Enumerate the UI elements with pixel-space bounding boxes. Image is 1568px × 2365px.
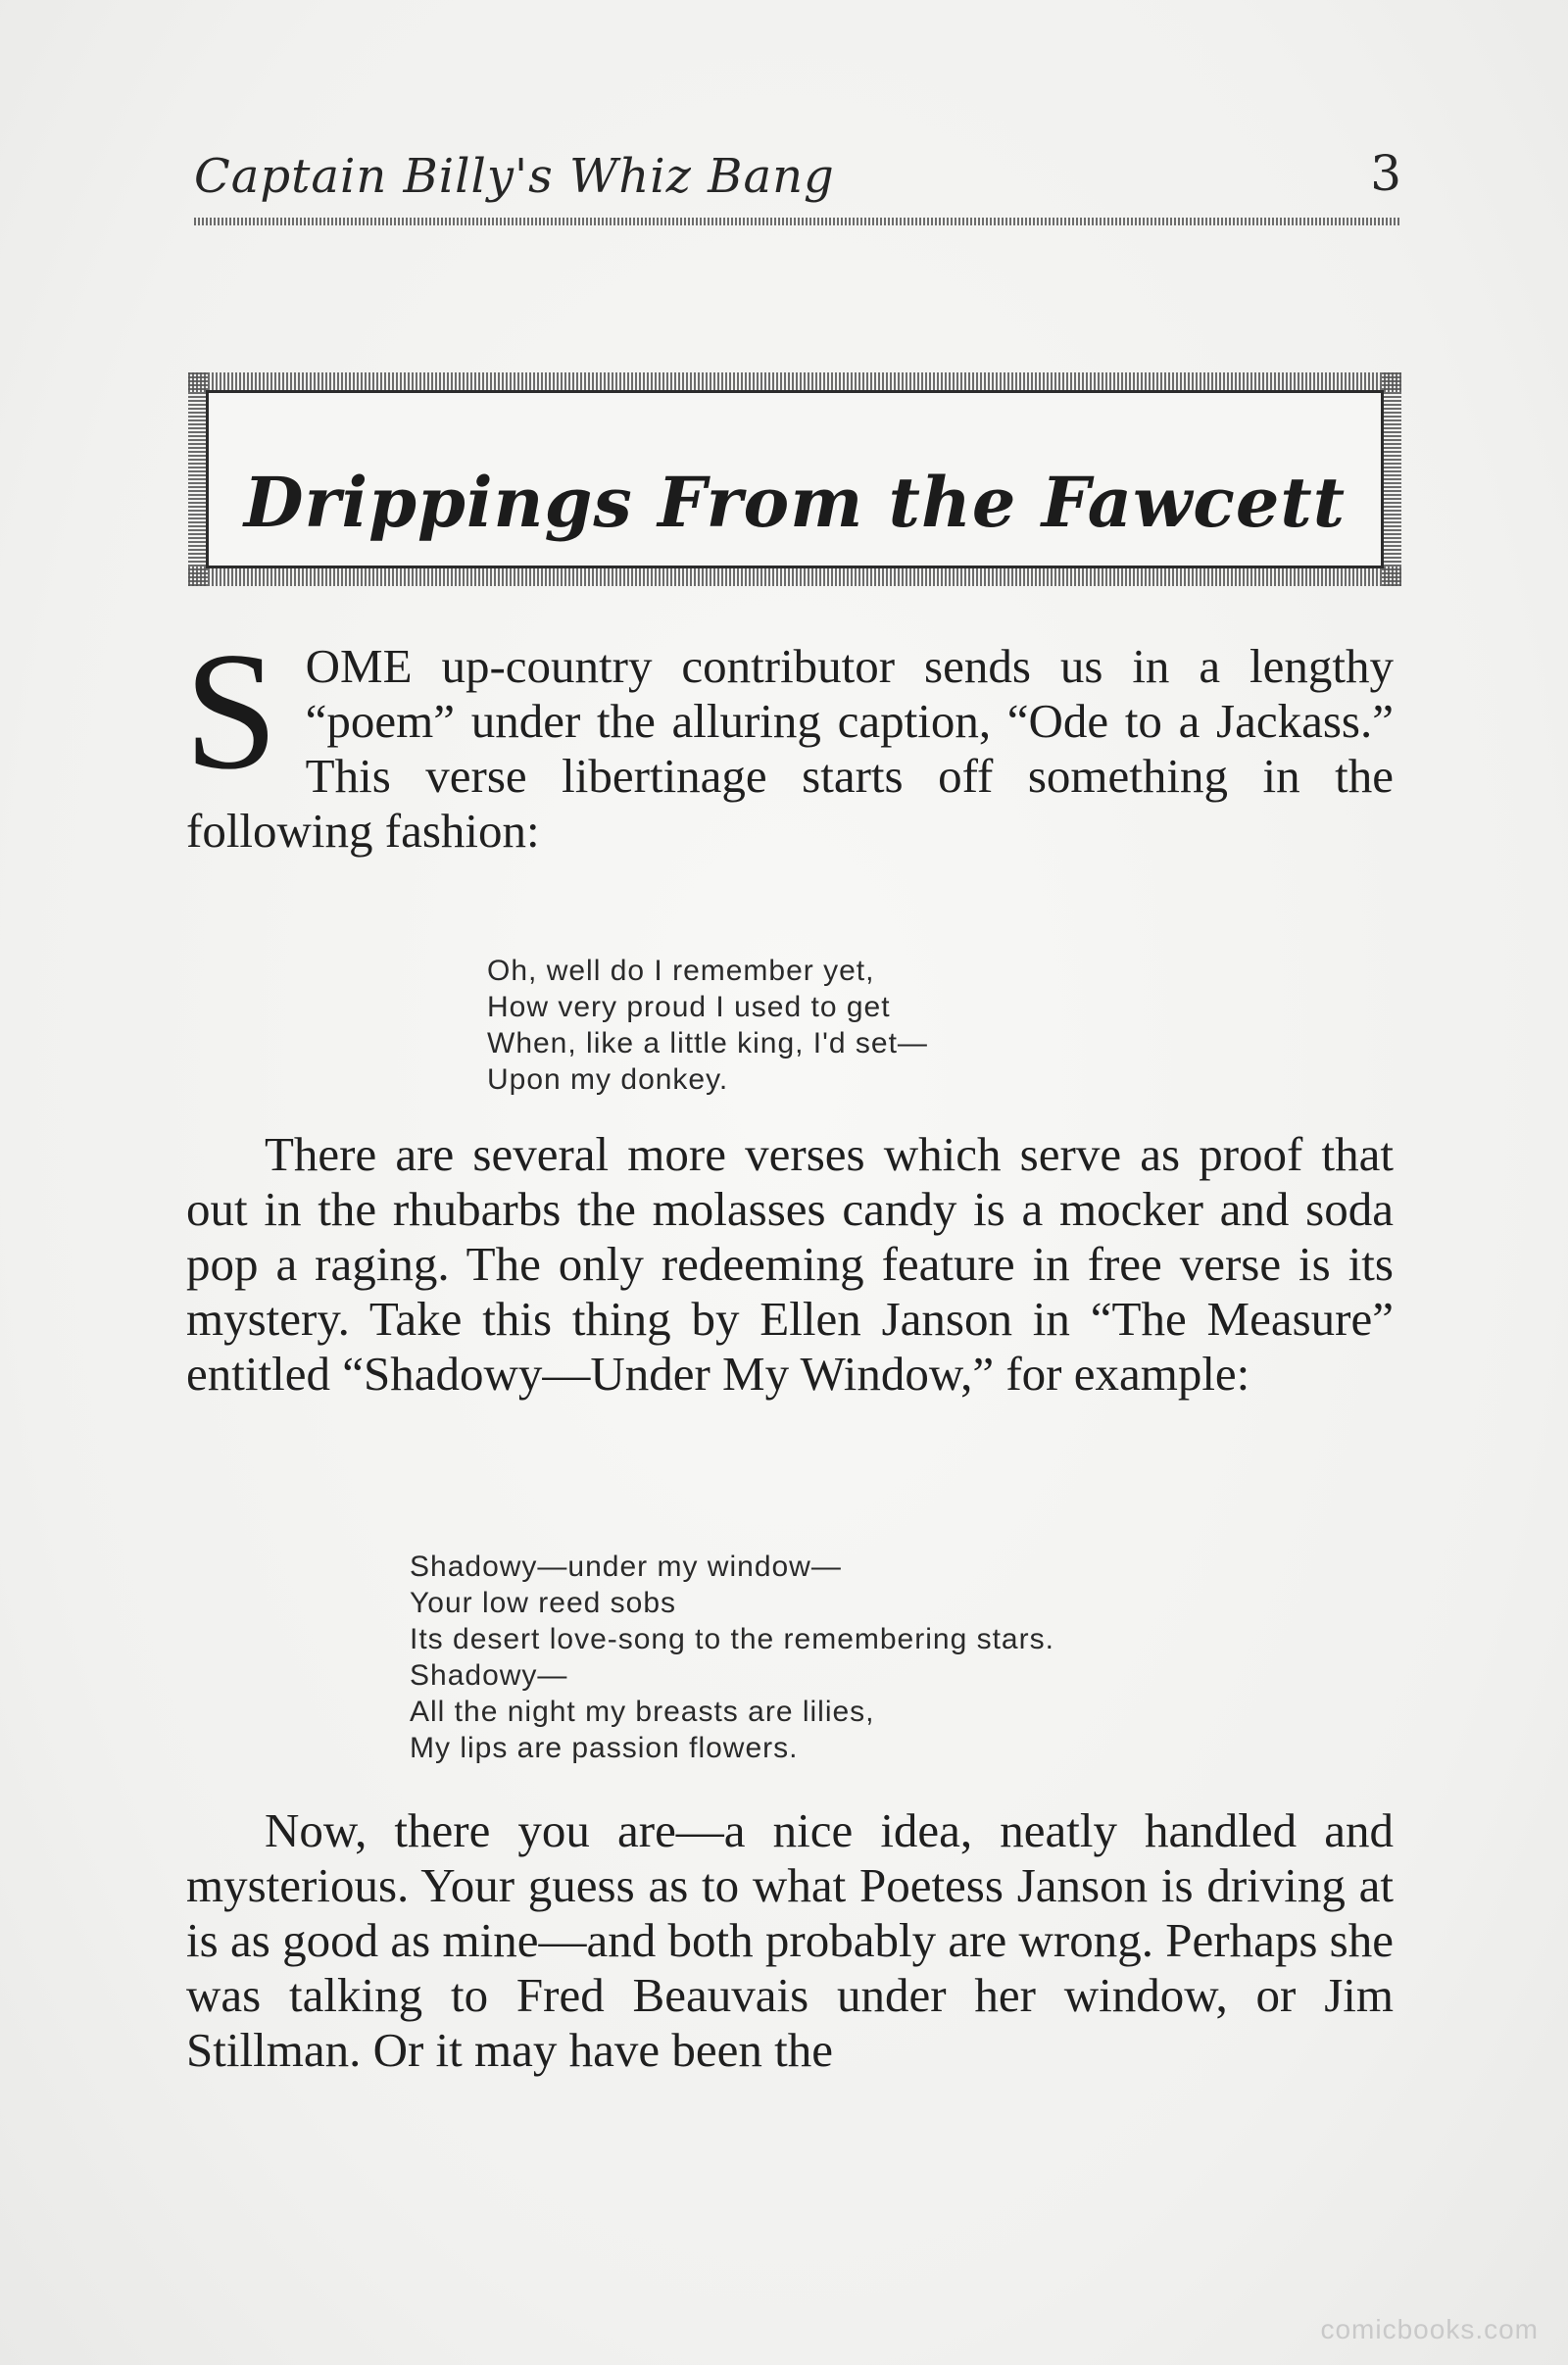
verse-line: Oh, well do I remember yet, xyxy=(487,955,875,987)
watermark: comicbooks.com xyxy=(1320,2314,1539,2344)
paragraph-1-text: OME up-country contributor sends us in a lengthy “poem” under the alluring caption, “Ode to a Jackass.” This verse libertinage starts off something in the following fashion: xyxy=(186,639,1394,858)
verse-line: Upon my donkey. xyxy=(487,1063,729,1096)
paragraph-1 xyxy=(184,618,1394,859)
running-title: Captain Billy's Whiz Bang xyxy=(194,149,835,204)
header-rule xyxy=(194,218,1401,225)
verse-line: Shadowy— xyxy=(410,1659,568,1692)
page-number: 3 xyxy=(1370,145,1401,202)
title-box-right-border xyxy=(1382,372,1401,586)
title-box xyxy=(188,372,1401,586)
title-box-left-border xyxy=(188,372,208,586)
paragraph-3: Now, there you are—a nice idea, neatly handled and mysterious. Your guess as to what Poetess Janson is driving at is as good as mine—and both probably are wrong. Perhaps she was talking to Fred Beauvais under her window, or Jim Stillman. Or it may have been the xyxy=(186,1803,1394,2077)
verse-block-2 xyxy=(410,1549,1054,1766)
verse-line: My lips are passion flowers. xyxy=(410,1732,799,1764)
drop-cap: S xyxy=(184,618,278,805)
section-title: Drippings From the Fawcett xyxy=(243,462,1347,543)
verse-block-1 xyxy=(487,953,928,1098)
title-box-top-border xyxy=(188,372,1401,392)
verse-line: Shadowy—under my window— xyxy=(410,1551,842,1583)
title-inner-frame xyxy=(206,390,1384,568)
title-box-bottom-border xyxy=(188,567,1401,586)
running-header xyxy=(194,145,1401,227)
verse-line: How very proud I used to get xyxy=(487,991,891,1023)
paragraph-2: There are several more verses which serve as proof that out in the rhubarbs the molasses candy is a mocker and soda pop a raging. The only redeeming feature in free verse is its mystery. Take this thing by Ellen Janson in “The Measure” entitled “Shadowy—Under My Window,” for example: xyxy=(186,1127,1394,1401)
verse-line: Its desert love-song to the remembering stars. xyxy=(410,1623,1054,1655)
verse-line: Your low reed sobs xyxy=(410,1587,677,1619)
verse-line: All the night my breasts are lilies, xyxy=(410,1696,875,1728)
verse-line: When, like a little king, I'd set— xyxy=(487,1027,928,1059)
